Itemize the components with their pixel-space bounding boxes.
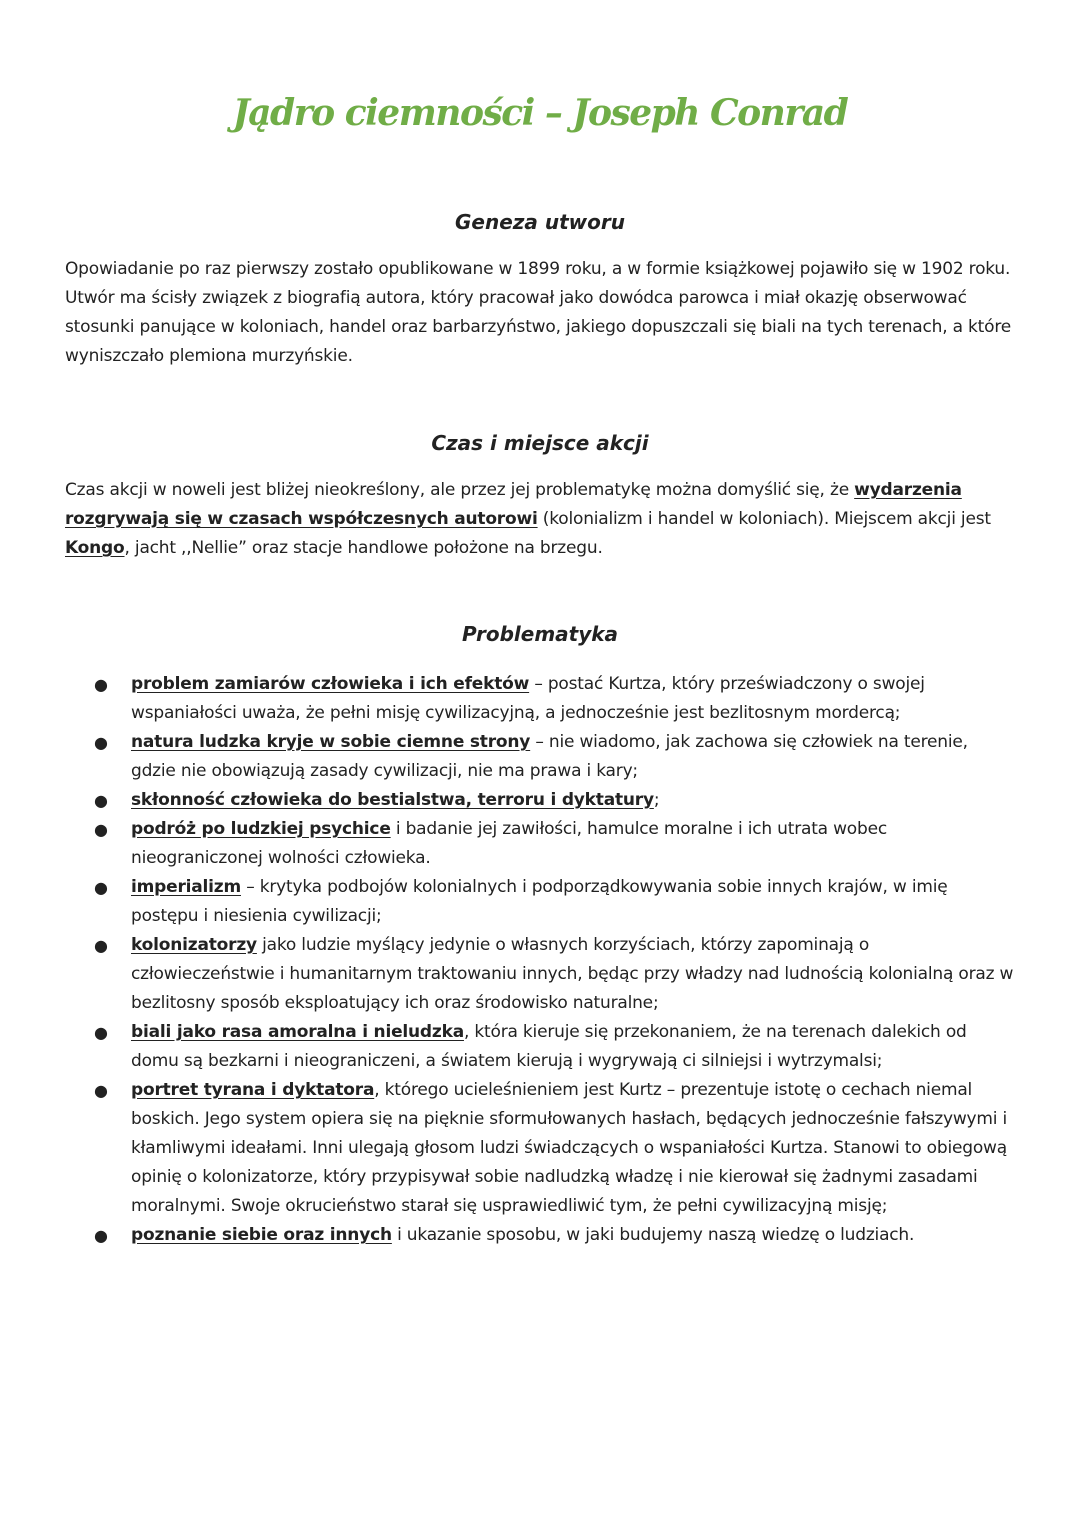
bullet-icon: ● [94, 791, 108, 810]
bullet-icon: ● [94, 820, 108, 839]
list-item-text: jako ludzie myślący jedynie o własnych korzyściach, którzy zapominają o człowieczeństwie i humanitarnym traktowaniu innych, będąc przy władzy nad ludnością kolonialną oraz w bezlitosny sposób eksploatujący ich oraz środowisko naturalne; [131, 935, 1014, 1013]
bullet-icon: ● [94, 1226, 108, 1245]
bullet-icon: ● [94, 936, 108, 955]
setting-highlight-time: wydarzenia rozgrywają się w czasach współczesnych autorowi [65, 480, 962, 529]
genesis-paragraph: Opowiadanie po raz pierwszy zostało opublikowane w 1899 roku, a w formie książkowej pojawiło się w 1902 roku. Utwór ma ścisły związek z biografią autora, który pracował jako dowódca parowca i miał okazję obserwować stosunki panujące w koloniach, handel oraz barbarzyństwo, jakiego dopuszczali się biali na tych terenach, a które wyniszczało plemiona murzyńskie. [65, 259, 1012, 366]
list-item [65, 873, 1015, 931]
setting-paragraph [65, 476, 1015, 563]
list-item-key: problem zamiarów człowieka i ich efektów [131, 674, 530, 694]
list-item [65, 1076, 1015, 1221]
list-item-text: – nie wiadomo, jak zachowa się człowiek na terenie, gdzie nie obowiązują zasady cywilizacji, nie ma prawa i kary; [131, 732, 968, 781]
list-item [65, 670, 1015, 728]
setting-heading: Czas i miejsce akcji [431, 431, 649, 455]
setting-text-1: Czas akcji w noweli jest bliżej nieokreślony, ale przez jej problematykę można domyślić się, że [65, 480, 855, 500]
bullet-icon: ● [94, 675, 108, 694]
list-item-key: natura ludzka kryje w sobie ciemne strony [131, 732, 531, 752]
setting-text-3: , jacht ,,Nellie” oraz stacje handlowe położone na brzegu. [124, 538, 603, 558]
list-item-text: i badanie jej zawiłości, hamulce moralne i ich utrata wobec nieograniczonej wolności człowieka. [131, 819, 888, 868]
list-item [65, 1221, 1015, 1250]
bullet-icon: ● [94, 1023, 108, 1042]
setting-highlight-place: Kongo [65, 538, 125, 558]
list-item-text: i ukazanie sposobu, w jaki budujemy naszą wiedzę o ludziach. [391, 1225, 915, 1245]
problems-list [65, 670, 1015, 1250]
list-item-key: skłonność człowieka do bestialstwa, terroru i dyktatury [131, 790, 654, 810]
list-item-text: – postać Kurtza, który przeświadczony o swojej wspaniałości uważa, że pełni misję cywilizacyjną, a jednocześnie jest bezlitosnym mordercą; [131, 674, 925, 723]
list-item [65, 931, 1015, 1018]
list-item [65, 786, 1015, 815]
list-item-text: , którego ucieleśnieniem jest Kurtz – prezentuje istotę o cechach niemal boskich. Jego system opiera się na pięknie sformułowanych hasłach, będących jednocześnie fałszywymi i kłamliwymi ideałami. Inni ulegają głosom ludzi świadczących o wspaniałości Kurtza. Stanowi to obiegową opinię o kolonizatorze, który przypisywał sobie nadludzką władzę i nie kierował się żadnymi zasadami moralnymi. Swoje okrucieństwo starał się usprawiedliwić tym, że pełni cywilizacyjną misję; [131, 1080, 1008, 1216]
bullet-icon: ● [94, 733, 108, 752]
list-item [65, 1018, 1015, 1076]
problems-heading: Problematyka [461, 622, 619, 646]
list-item-key: podróż po ludzkiej psychice [131, 819, 391, 839]
list-item-key: biali jako rasa amoralna i nieludzka [131, 1022, 464, 1042]
list-item [65, 815, 1015, 873]
genesis-heading: Geneza utworu [455, 210, 625, 234]
list-item-key: imperializm [131, 877, 241, 897]
document-title: Jądro ciemności – Joseph Conrad [232, 92, 848, 134]
list-item-text: – krytyka podbojów kolonialnych i podporządkowywania sobie innych krajów, w imię postępu i niesienia cywilizacji; [131, 877, 948, 926]
list-item [65, 728, 1015, 786]
list-item-key: kolonizatorzy [131, 935, 257, 955]
setting-text-2: (kolonializm i handel w koloniach). Miejscem akcji jest [537, 509, 991, 529]
list-item-key: portret tyrana i dyktatora [131, 1080, 375, 1100]
bullet-icon: ● [94, 878, 108, 897]
list-item-text: , która kieruje się przekonaniem, że na terenach dalekich od domu są bezkarni i nieograniczeni, a światem kierują i wygrywają ci silniejsi i wytrzymalsi; [131, 1022, 967, 1071]
bullet-icon: ● [94, 1081, 108, 1100]
list-item-key: poznanie siebie oraz innych [131, 1225, 392, 1245]
list-item-text: ; [653, 790, 660, 810]
